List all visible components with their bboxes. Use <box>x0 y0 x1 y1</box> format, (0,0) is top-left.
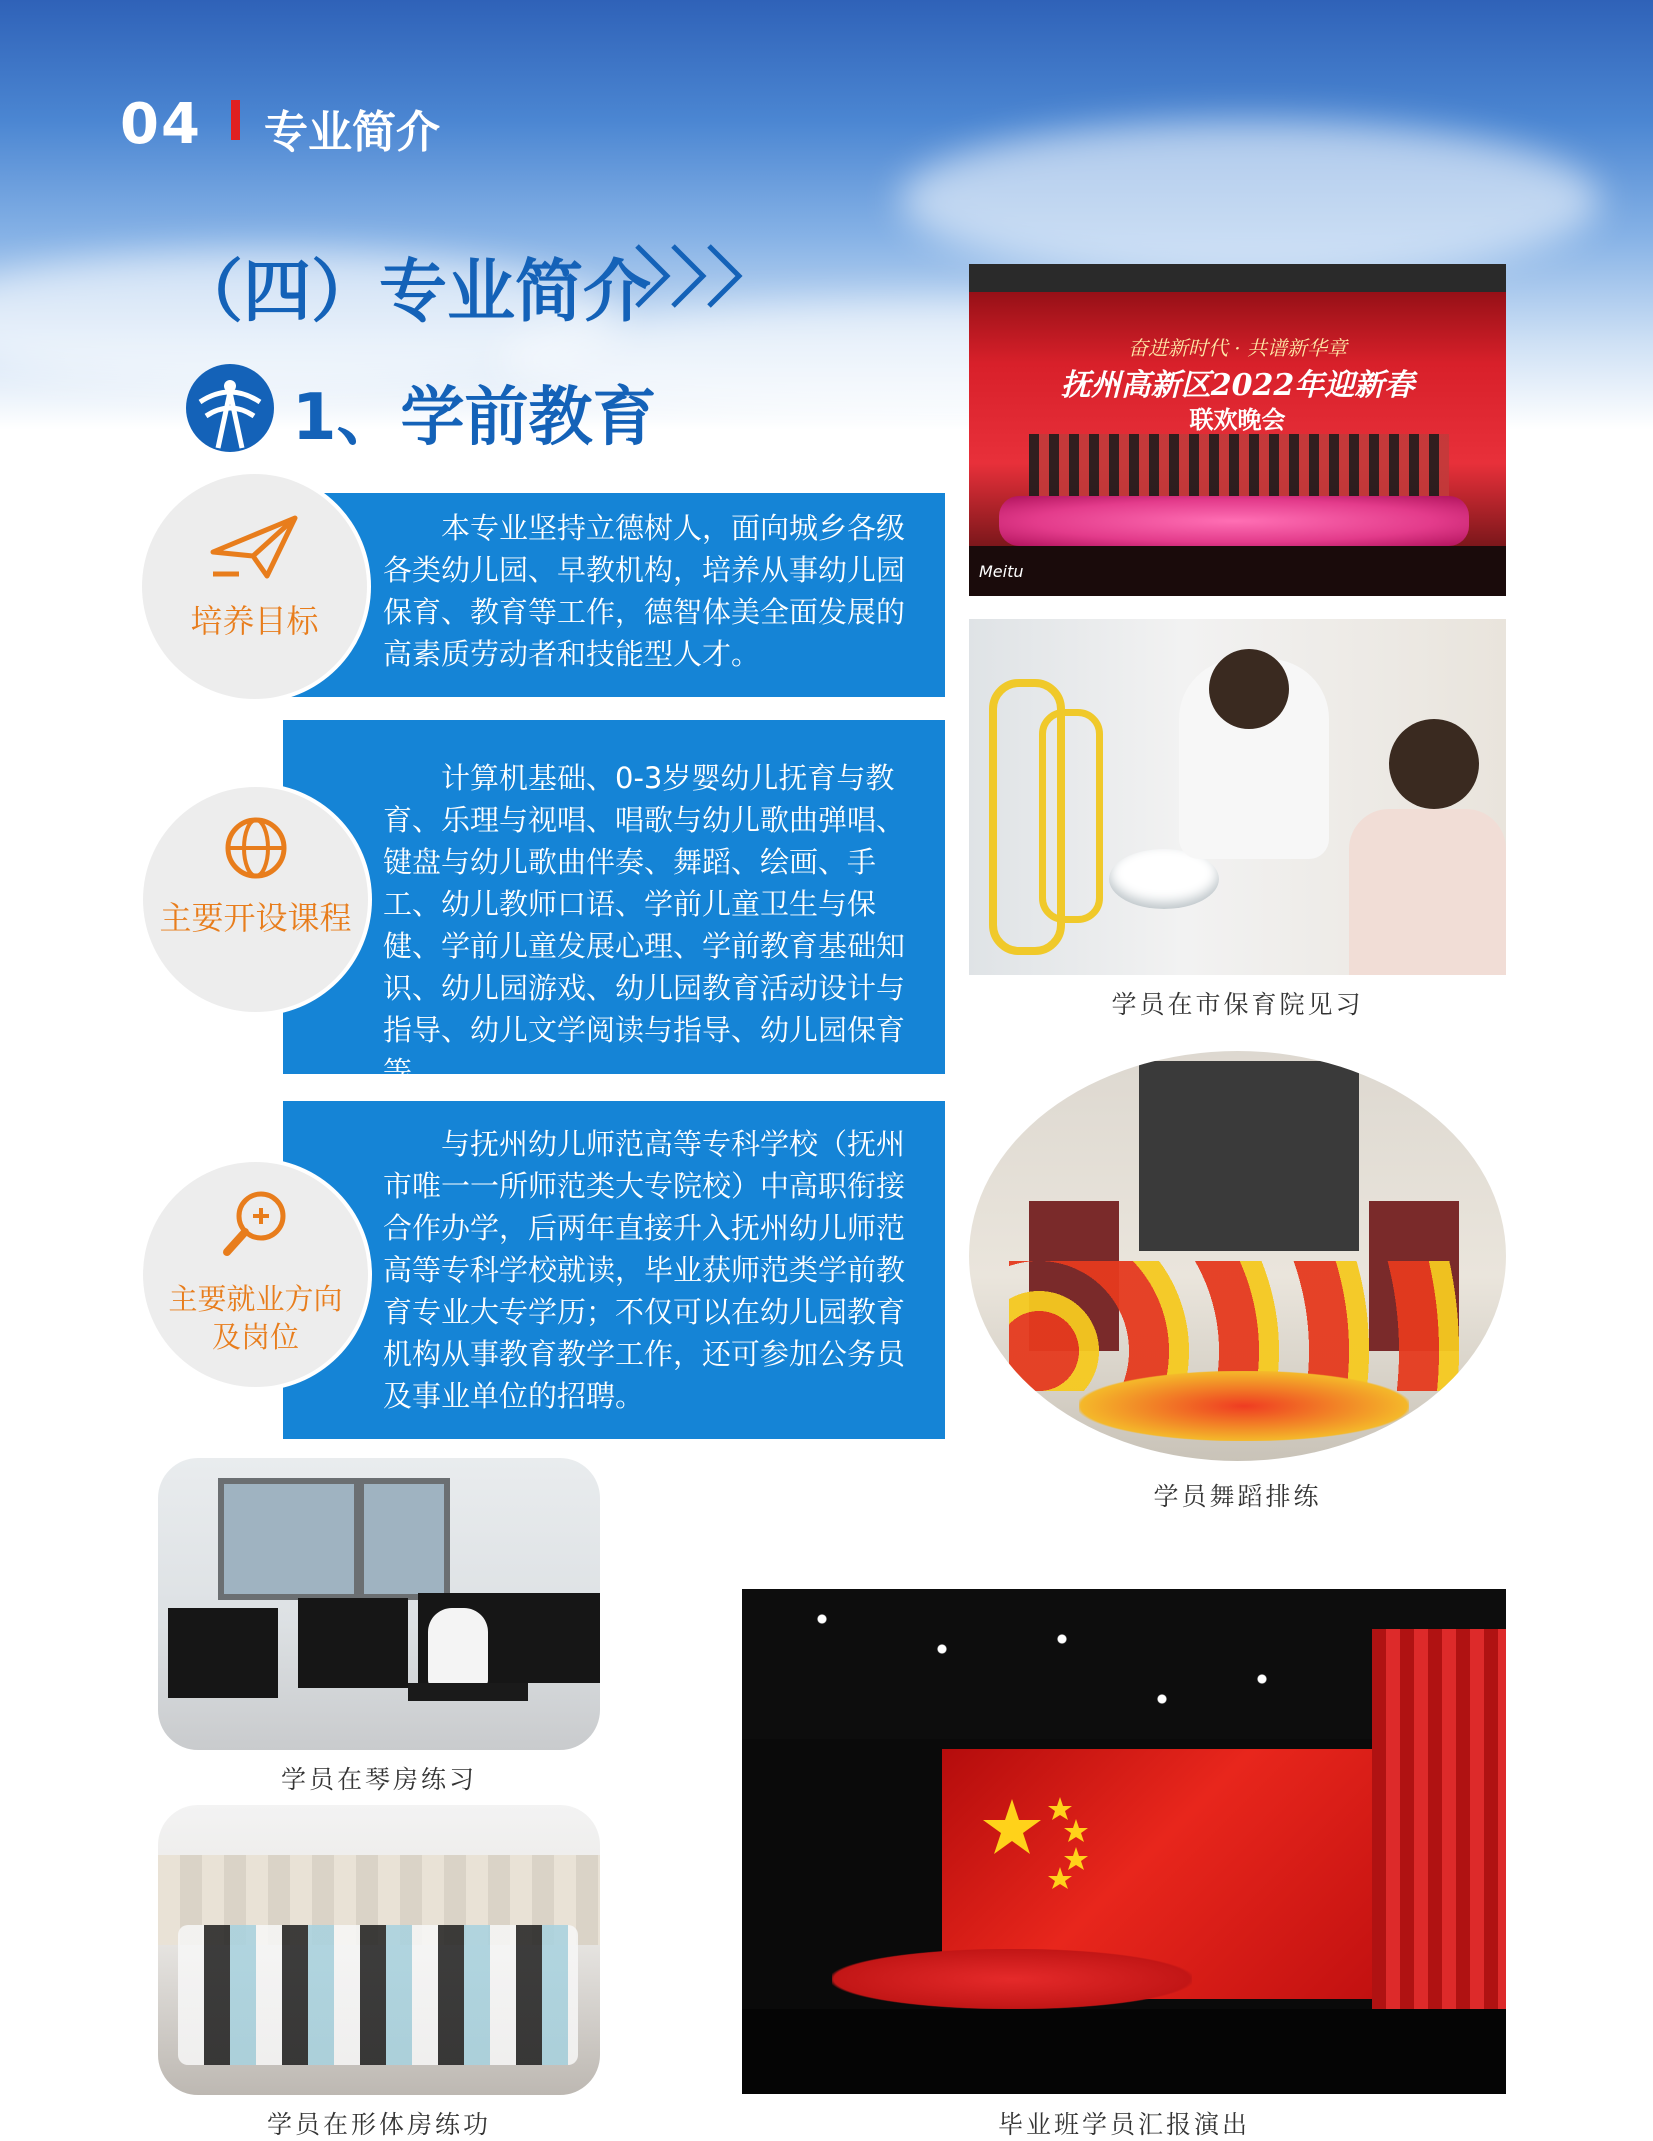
employment-label-line2: 及岗位 <box>211 1320 299 1354</box>
stage-photo <box>742 1589 1506 2094</box>
gala-banner-line2: 抚州高新区2022年迎新春 <box>1060 368 1415 403</box>
flower-props <box>999 496 1469 546</box>
magnifier-icon <box>219 1188 291 1260</box>
paper-plane-icon <box>209 512 301 582</box>
page-title: 专业简介 <box>264 107 440 158</box>
stage-floor <box>969 546 1506 596</box>
dance-photo <box>969 1051 1506 1461</box>
section-title: （四）专业简介 <box>175 253 652 332</box>
gala-photo <box>969 264 1506 596</box>
stage-caption: 毕业班学员汇报演出 <box>997 2110 1250 2139</box>
nursery-photo <box>969 619 1506 975</box>
employment-label-line1: 主要就业方向 <box>168 1282 343 1316</box>
courses-badge <box>143 787 368 1012</box>
piano <box>508 1593 600 1683</box>
nursery-caption: 学员在市保育院见习 <box>1111 990 1364 1019</box>
training-goal-panel <box>283 493 945 697</box>
screen <box>1139 1061 1359 1251</box>
training-goal-badge <box>142 474 367 699</box>
dancers-front <box>1079 1371 1409 1441</box>
gala-banner-line3: 联欢晚会 <box>1189 405 1286 434</box>
watermark: Meitu <box>979 562 1024 581</box>
piano <box>168 1608 278 1698</box>
employment-panel <box>283 1101 945 1439</box>
performers-row <box>1029 434 1449 504</box>
training-goal-text: 本专业坚持立德树人，面向城乡各级各类幼儿园、早教机构，培养从事幼儿园保育、教育等工作，德智体美全面发展的高素质劳动者和技能型人才。 <box>383 511 906 671</box>
header-divider-bar <box>231 100 240 140</box>
child-head <box>1389 719 1479 809</box>
performers <box>832 1949 1192 2009</box>
window <box>358 1478 450 1600</box>
gala-banner-line1: 奋进新时代 · 共谱新华章 <box>1127 336 1348 360</box>
subsection-title: 1、学前教育 <box>292 381 657 455</box>
school-logo-icon <box>184 362 276 454</box>
courses-text: 计算机基础、0-3岁婴幼儿抚育与教育、乐理与视唱、唱歌与幼儿歌曲弹唱、键盘与幼儿歌曲伴奏、舞蹈、绘画、手工、幼儿教师口语、学前儿童卫生与保健、学前儿童发展心理、学前教育基础知识、幼儿园游戏、幼儿园教育活动设计与指导、幼儿文学阅读与指导、幼儿园保育等。 <box>383 761 906 1089</box>
employment-badge <box>143 1162 368 1387</box>
piano-caption: 学员在琴房练习 <box>280 1765 477 1794</box>
star-icon <box>982 1789 1102 1889</box>
piano <box>298 1598 408 1688</box>
student <box>428 1608 488 1688</box>
students-group <box>178 1925 578 2065</box>
gym-photo <box>158 1805 600 2095</box>
courses-label: 主要开设课程 <box>159 899 352 937</box>
employment-text: 与抚州幼儿师范高等专科学校（抚州市唯一一所师范类大专院校）中高职衔接合作办学，后两年直接升入抚州幼儿师范高等专科学校就读，毕业获师范类学前教育专业大专学历；不仅可以在幼儿园教育机构从事教育教学工作，还可参加公务员及事业单位的招聘。 <box>383 1127 906 1413</box>
teacher-head <box>1209 649 1289 729</box>
cloud <box>900 120 1600 280</box>
dance-caption: 学员舞蹈排练 <box>1153 1482 1322 1511</box>
child <box>1349 809 1506 975</box>
piano-bench <box>408 1683 528 1701</box>
globe-icon <box>221 813 291 883</box>
stage-curtain <box>1372 1629 1506 2049</box>
window <box>218 1478 360 1600</box>
courses-panel <box>283 720 945 1089</box>
piano-photo <box>158 1458 600 1750</box>
stage-floor <box>742 2009 1506 2094</box>
chevron-right-icon <box>633 240 748 312</box>
training-goal-label: 培养目标 <box>190 602 319 640</box>
mirror <box>1039 709 1103 923</box>
page-number: 04 <box>120 92 202 157</box>
ceiling-lights <box>969 264 1506 292</box>
gym-caption: 学员在形体房练功 <box>266 2110 491 2139</box>
